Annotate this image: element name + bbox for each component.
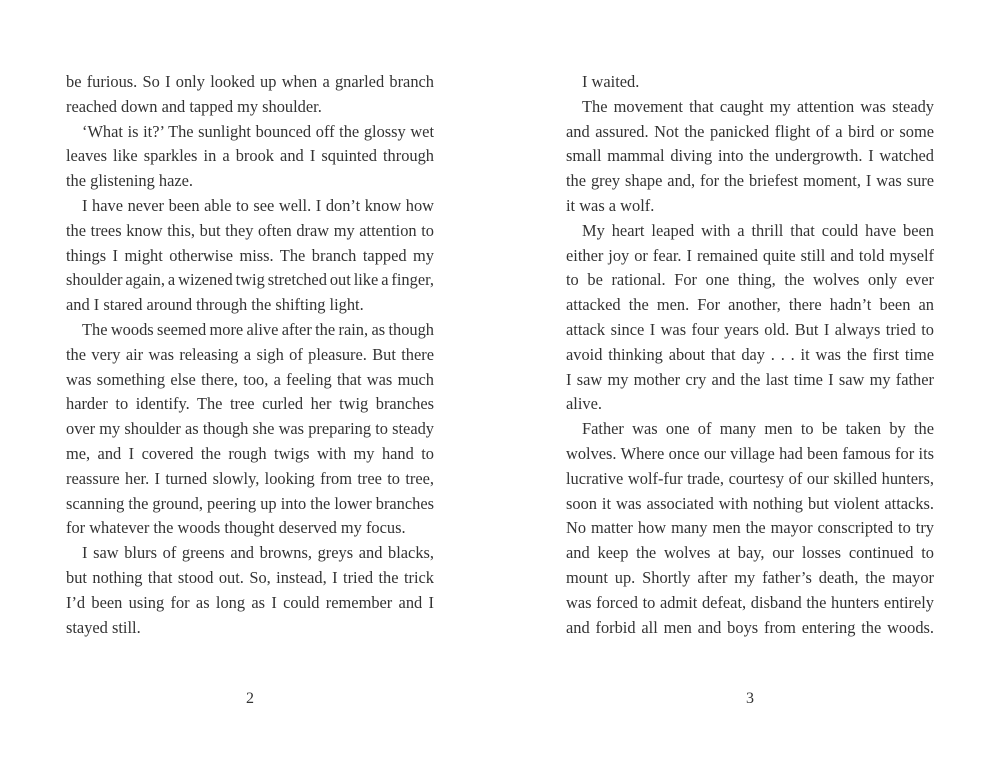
- text-line: was something else there, too, a feeling that was much: [66, 369, 434, 389]
- text-line: and I stared around through the shifting light.: [66, 295, 364, 315]
- text-line: shoulder again, a wizened twig stretched out like a finger,: [66, 270, 434, 290]
- text-line: for whatever the woods thought deserved my focus.: [66, 518, 406, 538]
- text-line: reassure her. I turned slowly, looking from tree to tree,: [66, 468, 434, 488]
- text-line: leaves like sparkles in a brook and I squinted through: [66, 146, 434, 166]
- text-line: mount up. Shortly after my father’s death, the mayor: [566, 567, 934, 587]
- text-line: the very air was releasing a sigh of pleasure. But there: [66, 344, 434, 364]
- left-page-number: 2: [246, 690, 254, 707]
- text-line: small mammal diving into the undergrowth. I watched: [566, 146, 934, 166]
- text-line: the trees know this, but they often draw my attention to: [66, 220, 434, 240]
- right-page-text: [566, 70, 935, 640]
- text-line: reached down and tapped my shoulder.: [66, 96, 322, 116]
- text-line: over my shoulder as though she was preparing to steady: [66, 419, 434, 439]
- text-line: me, and I covered the rough twigs with my hand to: [66, 443, 434, 463]
- text-line: the grey shape and, for the briefest moment, I was sure: [566, 171, 934, 191]
- text-line: attacked the men. For another, there hadn’t been an: [566, 295, 934, 315]
- text-line: I saw blurs of greens and browns, greys and blacks,: [82, 543, 434, 563]
- text-line: I have never been able to see well. I don’t know how: [82, 195, 434, 215]
- text-line: I’d been using for as long as I could remember and I: [66, 592, 434, 612]
- text-line: either joy or fear. I remained quite still and told myself: [566, 245, 934, 265]
- text-line: I waited.: [582, 72, 640, 91]
- text-line: harder to identify. The tree curled her twig branches: [66, 394, 434, 414]
- text-line: and assured. Not the panicked flight of a bird or some: [566, 121, 934, 141]
- text-line: My heart leaped with a thrill that could have been: [582, 220, 934, 240]
- text-line: it was a wolf.: [566, 195, 655, 215]
- right-page-number: 3: [746, 690, 754, 707]
- text-line: ‘What is it?’ The sunlight bounced off the glossy wet: [82, 121, 434, 141]
- text-line: I saw my mother cry and the last time I saw my father: [566, 369, 934, 389]
- text-line: lucrative wolf-fur trade, courtesy of our skilled hunters,: [566, 468, 934, 488]
- text-line: scanning the ground, peering up into the lower branches: [66, 493, 434, 513]
- text-line: No matter how many men the mayor conscripted to try: [566, 518, 934, 538]
- text-line: avoid thinking about that day . . . it was the first time: [566, 344, 934, 364]
- text-line: things I might otherwise miss. The branch tapped my: [66, 245, 434, 265]
- text-line: soon it was associated with nothing but violent attacks.: [566, 493, 934, 513]
- text-line: alive.: [566, 394, 602, 414]
- text-line: attack since I was four years old. But I always tried to: [566, 319, 934, 339]
- text-line: was forced to admit defeat, disband the hunters entirely: [566, 592, 934, 612]
- text-line: the glistening haze.: [66, 171, 193, 191]
- text-line: Father was one of many men to be taken by the: [582, 419, 934, 439]
- text-line: The movement that caught my attention was steady: [582, 96, 934, 116]
- text-line: and keep the wolves at bay, our losses continued to: [566, 543, 934, 563]
- text-line: stayed still.: [66, 617, 141, 637]
- text-line: wolves. Where once our village had been famous for its: [566, 443, 934, 463]
- left-page-text: [66, 70, 435, 640]
- text-line: and forbid all men and boys from entering the woods.: [566, 617, 934, 637]
- text-line: but nothing that stood out. So, instead, I tried the trick: [66, 567, 434, 587]
- text-line: The woods seemed more alive after the rain, as though: [82, 319, 434, 339]
- text-line: be furious. So I only looked up when a gnarled branch: [66, 72, 434, 91]
- text-line: to be rational. For one thing, the wolves only ever: [566, 270, 934, 290]
